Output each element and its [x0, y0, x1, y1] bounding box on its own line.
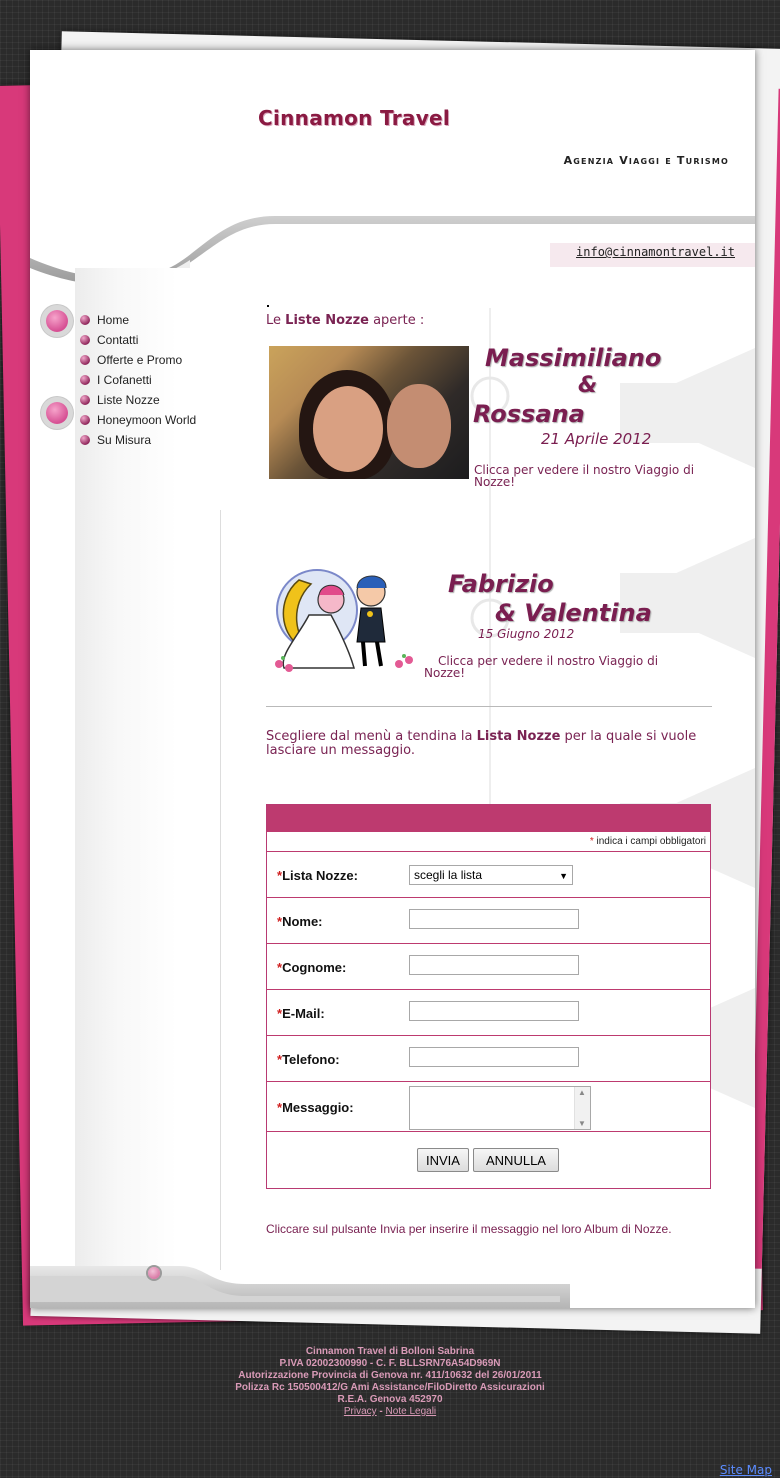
telefono-field[interactable] [409, 1047, 579, 1067]
bullet-icon [80, 395, 90, 405]
legal-footer [0, 1346, 780, 1418]
bullet-icon [80, 435, 90, 445]
scroll-up-icon[interactable]: ▲ [578, 1088, 586, 1097]
email-label: *E-Mail: [277, 1006, 325, 1021]
couple-1-name-line1: Massimiliano [485, 344, 662, 372]
decorative-knob [46, 310, 68, 332]
nav-item-honeymoon-world[interactable] [80, 410, 196, 430]
textarea-scrollbar[interactable] [574, 1087, 590, 1129]
couple-2-link[interactable]: Clicca per vedere il nostro Viaggio di Nozze! [424, 654, 659, 680]
brand-tagline: Agenzia Viaggi e Turismo [563, 154, 729, 167]
bullet-icon [80, 415, 90, 425]
decorative-knob-small [148, 1267, 160, 1279]
decorative-knob [46, 402, 68, 424]
footer-links: Privacy - Note Legali [343, 1406, 437, 1417]
bullet-icon [80, 315, 90, 325]
bullet-icon [80, 355, 90, 365]
footer-line: Autorizzazione Provincia di Genova nr. 411/10632 del 26/01/2011 [238, 1370, 542, 1381]
telefono-label: *Telefono: [277, 1052, 340, 1067]
page-sheet [30, 50, 755, 1308]
email-field[interactable] [409, 1001, 579, 1021]
footer-line: R.E.A. Genova 452970 [337, 1394, 443, 1405]
message-form [266, 804, 711, 1189]
form-header-bar [267, 805, 710, 832]
nav-label: Home [97, 313, 130, 327]
couple-1-link[interactable]: Clicca per vedere il nostro Viaggio di Nozze! [474, 463, 695, 489]
submit-instruction: Cliccare sul pulsante Invia per inserire il messaggio nel loro Album di Nozze. [266, 1222, 672, 1236]
scroll-down-icon[interactable]: ▼ [578, 1119, 586, 1128]
row-messaggio [267, 1082, 710, 1132]
section-divider [266, 706, 712, 707]
nav-label: Su Misura [97, 433, 152, 447]
brand-title: Cinnamon Travel [258, 106, 451, 130]
wedding-cartoon-image[interactable] [269, 560, 419, 675]
instruction-text: Scegliere dal menù a tendina la Lista Nozze per la quale si vuole lasciare un messaggio. [266, 729, 697, 758]
email-link[interactable]: info@cinnamontravel.it [576, 245, 735, 259]
messaggio-textarea[interactable] [409, 1086, 591, 1130]
messaggio-label: *Messaggio: [277, 1100, 354, 1115]
nav-label: Offerte e Promo [97, 353, 183, 367]
cognome-label: *Cognome: [277, 960, 347, 975]
lista-nozze-label: *Lista Nozze: [277, 868, 358, 883]
nav-label: Liste Nozze [97, 393, 160, 407]
row-email [267, 990, 710, 1036]
footer-line: Cinnamon Travel di Bolloni Sabrina [305, 1346, 475, 1357]
row-nome [267, 898, 710, 944]
nav-item-offerte-promo[interactable] [80, 350, 196, 370]
couple-1-date: 21 Aprile 2012 [541, 430, 652, 448]
row-lista-nozze [267, 852, 710, 898]
nav-label: Honeymoon World [97, 413, 197, 427]
sidebar-divider [220, 510, 221, 1270]
nome-field[interactable] [409, 909, 579, 929]
privacy-link[interactable]: Privacy [343, 1406, 377, 1417]
footer-line: Polizza Rc 150500412/G Ami Assistance/FiloDiretto Assicurazioni [235, 1382, 545, 1393]
cognome-field[interactable] [409, 955, 579, 975]
couple-2-name-line1: Fabrizio [448, 570, 554, 598]
row-telefono [267, 1036, 710, 1082]
couple-2-date: 15 Giugno 2012 [478, 627, 575, 641]
invia-button[interactable]: INVIA [417, 1148, 469, 1172]
chevron-down-icon: ▼ [559, 871, 568, 881]
required-note: * indica i campi obbligatori [267, 832, 710, 852]
dot-marker [267, 305, 269, 307]
nav-label: Contatti [97, 333, 139, 347]
sidebar-nav [80, 310, 196, 450]
footer-curve [30, 1262, 755, 1308]
couple-photo[interactable] [269, 346, 469, 479]
note-legali-link[interactable]: Note Legali [385, 1406, 437, 1417]
bullet-icon [80, 335, 90, 345]
footer-line: P.IVA 02002300990 - C. F. BLLSRN76A54D969N [279, 1358, 501, 1369]
nome-label: *Nome: [277, 914, 323, 929]
lista-nozze-select[interactable]: scegli la lista ▼ [409, 865, 573, 885]
bullet-icon [80, 375, 90, 385]
nav-item-su-misura[interactable] [80, 430, 196, 450]
nav-item-contatti[interactable] [80, 330, 196, 350]
nav-item-cofanetti[interactable] [80, 370, 196, 390]
nav-item-home[interactable] [80, 310, 196, 330]
annulla-button[interactable]: ANNULLA [473, 1148, 559, 1172]
couple-1-name-line2: & [578, 373, 598, 398]
sitemap-link[interactable]: Site Map [719, 1463, 772, 1477]
intro-text: Le Liste Nozze aperte : [266, 313, 425, 328]
form-buttons [267, 1132, 710, 1187]
couple-2-name-line2: & Valentina [495, 599, 652, 627]
couple-1-name-line3: Rossana [473, 400, 585, 428]
row-cognome [267, 944, 710, 990]
nav-item-liste-nozze[interactable] [80, 390, 196, 410]
nav-label: I Cofanetti [97, 373, 152, 387]
